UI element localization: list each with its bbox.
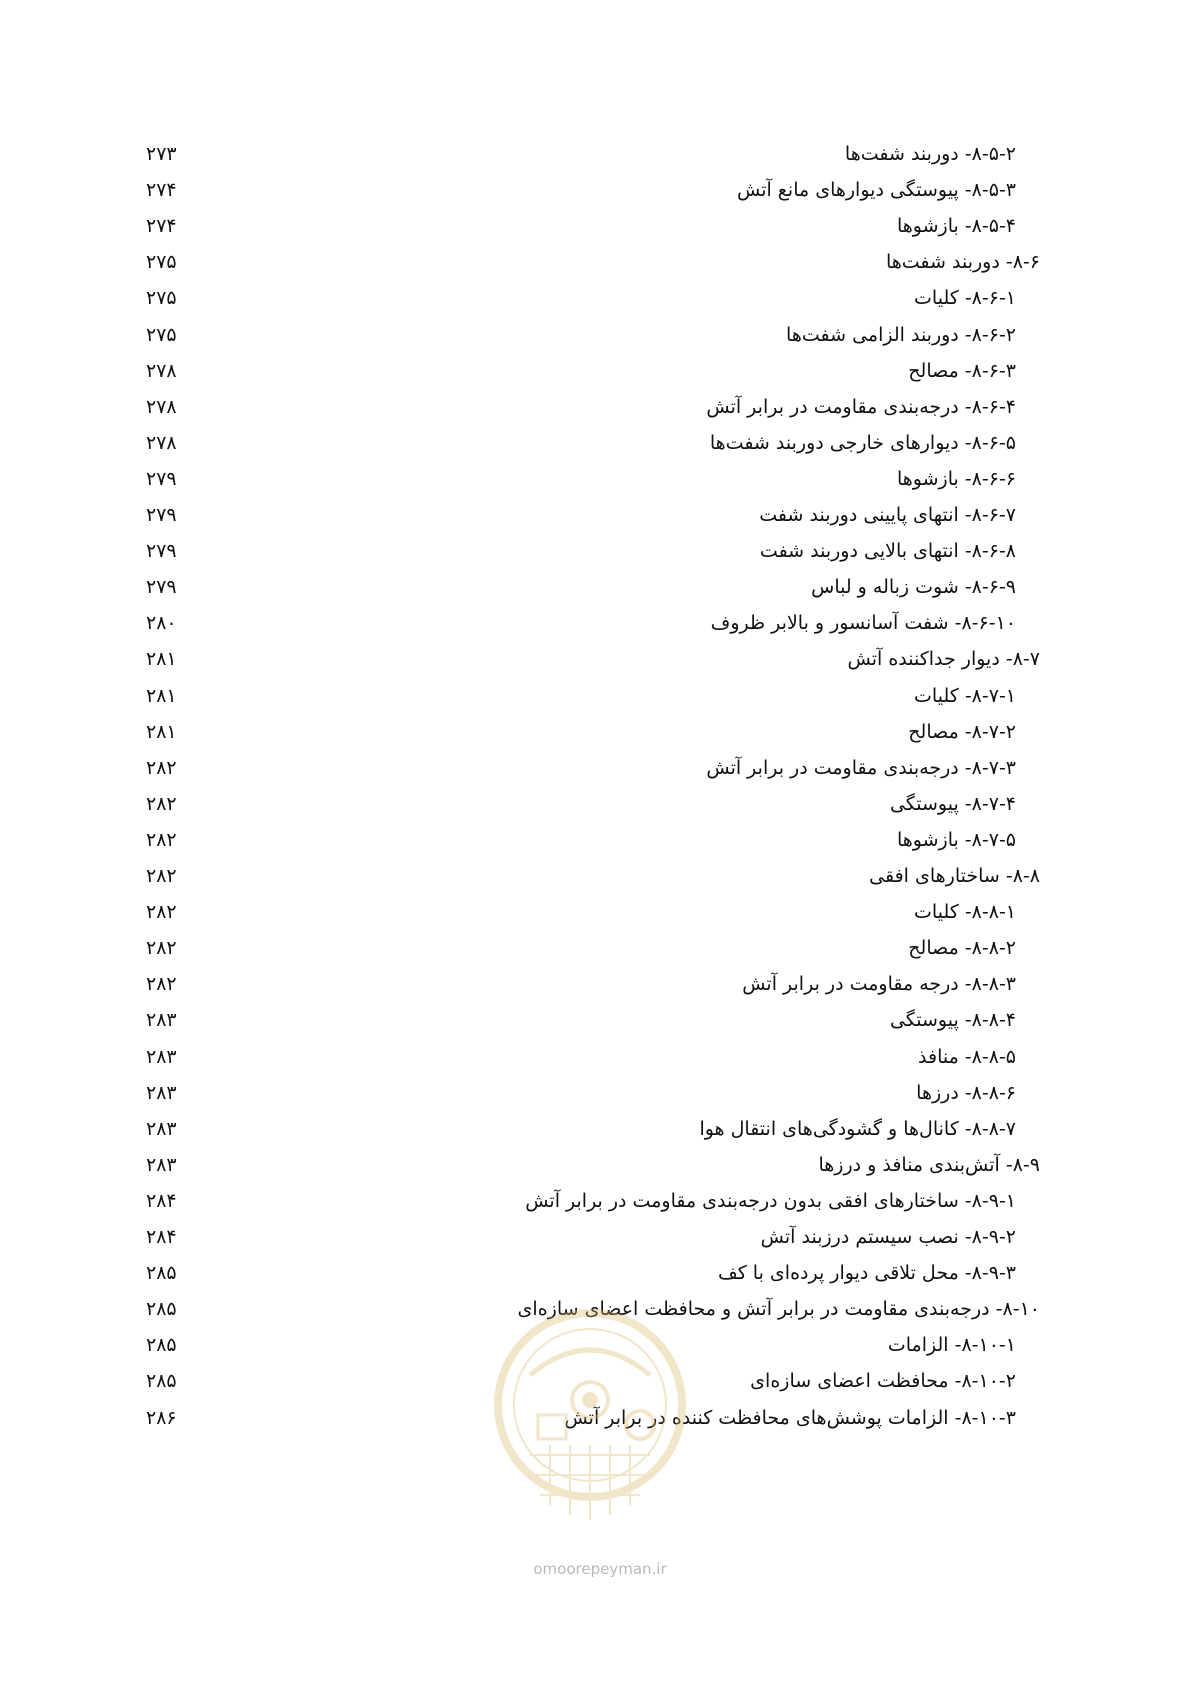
toc-entry-page-number: ۲۸۲ bbox=[146, 901, 177, 924]
toc-entry-title: ۸-۸- ساختارهای افقی bbox=[869, 865, 1040, 887]
toc-entry-title: ۸-۸-۶- درزها bbox=[916, 1081, 1016, 1104]
toc-entry-page-number: ۲۸۳ bbox=[146, 1081, 177, 1104]
toc-entry-page-number: ۲۸۲ bbox=[146, 973, 177, 996]
toc-entry bbox=[0, 281, 1191, 319]
toc-entry-page-number: ۲۸۵ bbox=[146, 1334, 177, 1357]
toc-entry-title: ۸-۶-۷- انتهای پایینی دوربند شفت bbox=[759, 504, 1016, 526]
toc-entry-page-number: ۲۷۸ bbox=[146, 359, 177, 382]
toc-entry-page-number: ۲۷۵ bbox=[146, 287, 177, 310]
toc-entry-page-number: ۲۸۴ bbox=[146, 1189, 177, 1212]
toc-entry bbox=[0, 137, 1191, 175]
toc-entry-title: ۸-۹-۱- ساختارهای افقی بدون درجه‌بندی مقاومت در برابر آتش bbox=[525, 1189, 1016, 1212]
toc-entry-title: ۸-۸-۳- درجه مقاومت در برابر آتش bbox=[742, 973, 1016, 996]
toc-entry-page-number: ۲۸۵ bbox=[146, 1298, 177, 1321]
toc-entry bbox=[0, 1220, 1191, 1258]
toc-entry-page-number: ۲۷۵ bbox=[146, 323, 177, 346]
toc-entry bbox=[0, 1040, 1191, 1078]
toc-entry-title: ۸-۶-۱- کلیات bbox=[914, 287, 1016, 310]
toc-entry-page-number: ۲۸۱ bbox=[146, 684, 177, 707]
toc-entry-title: ۸-۹-۲- نصب سیستم درزبند آتش bbox=[760, 1226, 1016, 1248]
toc-entry bbox=[0, 173, 1191, 211]
toc-entry-page-number: ۲۸۲ bbox=[146, 937, 177, 960]
toc-entry-page-number: ۲۷۳ bbox=[146, 143, 177, 165]
toc-entry-title: ۸-۹-۳- محل تلاقی دیوار پرده‌ای با کف bbox=[718, 1262, 1016, 1285]
toc-entry-title: ۸-۸-۱- کلیات bbox=[914, 901, 1016, 924]
toc-entry-page-number: ۲۸۲ bbox=[146, 792, 177, 815]
toc-entry-page-number: ۲۸۱ bbox=[146, 720, 177, 743]
toc-entry-title: ۸-۸-۵- منافذ bbox=[918, 1045, 1016, 1068]
toc-entry-title: ۸-۱۰-۳- الزامات پوشش‌های محافظت کننده در برابر آتش bbox=[564, 1406, 1016, 1429]
toc-entry bbox=[0, 390, 1191, 428]
toc-entry-page-number: ۲۸۲ bbox=[146, 865, 177, 887]
toc-entry-page-number: ۲۸۱ bbox=[146, 648, 177, 671]
toc-entry-page-number: ۲۸۵ bbox=[146, 1262, 177, 1285]
toc-entry-page-number: ۲۸۵ bbox=[146, 1370, 177, 1393]
toc-entry bbox=[0, 318, 1191, 356]
toc-entry-page-number: ۲۸۶ bbox=[146, 1406, 177, 1429]
toc-entry-title: ۸-۱۰- درجه‌بندی مقاومت در برابر آتش و محافظت اعضای سازه‌ای bbox=[517, 1298, 1040, 1321]
toc-entry-title: ۸-۷- دیوار جداکننده آتش bbox=[847, 648, 1040, 671]
toc-entry-page-number: ۲۷۹ bbox=[146, 576, 177, 599]
toc-entry-page-number: ۲۷۴ bbox=[146, 179, 177, 202]
toc-entry-title: ۸-۵-۲- دوربند شفت‌ها bbox=[844, 143, 1016, 165]
toc-entry bbox=[0, 462, 1191, 500]
toc-entry-page-number: ۲۷۴ bbox=[146, 215, 177, 238]
toc-entry bbox=[0, 1076, 1191, 1114]
toc-entry bbox=[0, 715, 1191, 753]
toc-entry bbox=[0, 679, 1191, 717]
toc-entry-page-number: ۲۸۰ bbox=[146, 612, 177, 635]
toc-entry-title: ۸-۵-۳- پیوستگی دیوارهای مانع آتش bbox=[736, 179, 1016, 202]
toc-entry bbox=[0, 1112, 1191, 1150]
seal-logo-icon bbox=[490, 1305, 690, 1565]
toc-entry-title: ۸-۵-۴- بازشوها bbox=[896, 215, 1016, 238]
toc-entry bbox=[0, 1184, 1191, 1222]
toc-entry-title: ۸-۸-۴- پیوستگی bbox=[889, 1009, 1016, 1032]
toc-entry-title: ۸-۶-۸- انتهای بالایی دوربند شفت bbox=[759, 540, 1016, 563]
toc-entry-title: ۸-۷-۵- بازشوها bbox=[896, 828, 1016, 851]
toc-entry bbox=[0, 1148, 1191, 1186]
toc-entry bbox=[0, 426, 1191, 464]
toc-entry-title: ۸-۷-۴- پیوستگی bbox=[889, 792, 1016, 815]
toc-entry-title: ۸-۶-۲- دوربند الزامی شفت‌ها bbox=[786, 323, 1016, 346]
toc-entry-page-number: ۲۸۳ bbox=[146, 1009, 177, 1032]
toc-entry-page-number: ۲۷۵ bbox=[146, 251, 177, 274]
toc-entry bbox=[0, 498, 1191, 536]
toc-entry-title: ۸-۱۰-۲- محافظت اعضای سازه‌ای bbox=[750, 1370, 1016, 1393]
toc-entry-title: ۸-۶-۹- شوت زباله و لباس bbox=[811, 576, 1016, 599]
toc-entry-title: ۸-۸-۲- مصالح bbox=[908, 937, 1016, 960]
toc-entry-page-number: ۲۸۳ bbox=[146, 1153, 177, 1176]
toc-entry bbox=[0, 606, 1191, 644]
toc-entry-title: ۸-۷-۳- درجه‌بندی مقاومت در برابر آتش bbox=[706, 756, 1016, 779]
toc-entry-page-number: ۲۷۸ bbox=[146, 395, 177, 418]
toc-entry-page-number: ۲۷۹ bbox=[146, 540, 177, 563]
toc-entry bbox=[0, 570, 1191, 608]
toc-entry-title: ۸-۸-۷- کانال‌ها و گشودگی‌های انتقال هوا bbox=[699, 1117, 1016, 1140]
toc-entry bbox=[0, 209, 1191, 247]
toc-entry bbox=[0, 354, 1191, 392]
toc-entry-page-number: ۲۷۹ bbox=[146, 467, 177, 490]
toc-entry bbox=[0, 823, 1191, 861]
toc-entry-title: ۸-۶- دوربند شفت‌ها bbox=[885, 251, 1040, 274]
toc-entry-page-number: ۲۷۹ bbox=[146, 504, 177, 526]
toc-entry bbox=[0, 931, 1191, 969]
toc-entry-title: ۸-۱۰-۱- الزامات bbox=[887, 1334, 1016, 1357]
toc-entry-page-number: ۲۸۳ bbox=[146, 1045, 177, 1068]
toc-entry bbox=[0, 245, 1191, 283]
toc-entry bbox=[0, 895, 1191, 933]
toc-entry-title: ۸-۷-۱- کلیات bbox=[914, 684, 1016, 707]
toc-entry-title: ۸-۶-۵- دیوارهای خارجی دوربند شفت‌ها bbox=[709, 431, 1016, 454]
toc-entry-title: ۸-۶-۶- بازشوها bbox=[896, 467, 1016, 490]
toc-entry bbox=[0, 751, 1191, 789]
toc-entry bbox=[0, 1256, 1191, 1294]
toc-entry-page-number: ۲۸۴ bbox=[146, 1226, 177, 1248]
toc-entry-title: ۸-۶-۱۰- شفت آسانسور و بالابر ظروف bbox=[710, 612, 1016, 635]
watermark-url: omoorepeyman.ir bbox=[533, 1560, 667, 1578]
toc-entry-page-number: ۲۷۸ bbox=[146, 431, 177, 454]
toc-entry bbox=[0, 787, 1191, 825]
toc-entry bbox=[0, 859, 1191, 897]
toc-entry-title: ۸-۶-۳- مصالح bbox=[908, 359, 1016, 382]
toc-entry-title: ۸-۹- آتش‌بندی منافذ و درزها bbox=[818, 1153, 1040, 1176]
toc-entry-page-number: ۲۸۲ bbox=[146, 756, 177, 779]
toc-entry bbox=[0, 534, 1191, 572]
toc-entry bbox=[0, 967, 1191, 1005]
toc-entry bbox=[0, 642, 1191, 680]
toc-entry-title: ۸-۶-۴- درجه‌بندی مقاومت در برابر آتش bbox=[706, 395, 1016, 418]
toc-entry bbox=[0, 1003, 1191, 1041]
toc-entry-title: ۸-۷-۲- مصالح bbox=[908, 720, 1016, 743]
toc-entry-page-number: ۲۸۳ bbox=[146, 1117, 177, 1140]
toc-entry-page-number: ۲۸۲ bbox=[146, 828, 177, 851]
